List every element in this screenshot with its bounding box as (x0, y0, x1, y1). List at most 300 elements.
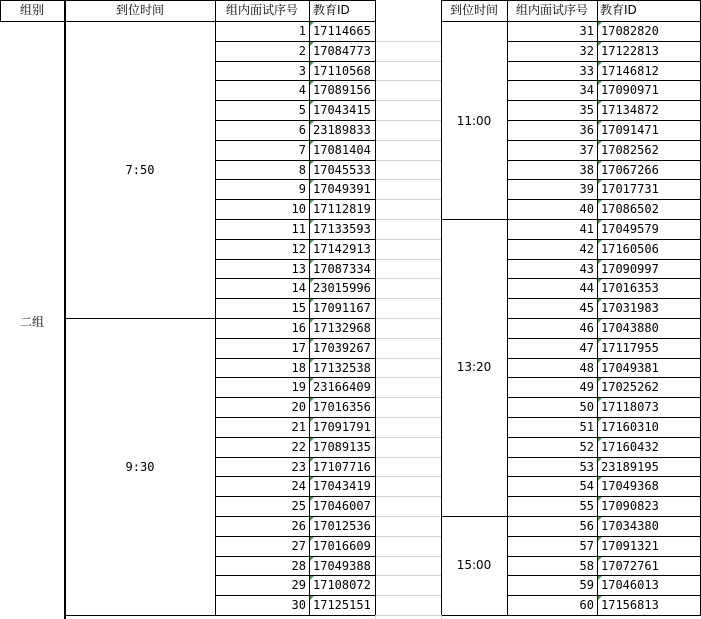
grid-line (215, 0, 216, 615)
text-marker-icon (310, 339, 314, 343)
text-marker-icon (310, 240, 314, 244)
text-marker-icon (310, 220, 314, 224)
grid-line (65, 615, 215, 616)
seq-cell: 59 (579, 578, 594, 593)
text-marker-icon (310, 319, 314, 323)
text-marker-icon (598, 319, 602, 323)
grid-line (375, 556, 441, 557)
edu-id-cell: 17107716 (313, 459, 371, 474)
grid-line (215, 298, 375, 299)
grid-line (507, 615, 701, 616)
edu-id-cell: 17090997 (601, 261, 659, 276)
grid-line (507, 437, 701, 438)
seq-cell: 51 (579, 420, 594, 434)
edu-id-cell: 17046007 (313, 499, 371, 514)
seq-cell: 53 (579, 459, 594, 474)
grid-line (507, 80, 701, 81)
text-marker-icon (598, 141, 602, 145)
edu-id-cell: 17049388 (313, 558, 371, 573)
edu-id-cell: 23189195 (601, 459, 659, 474)
text-marker-icon (598, 398, 602, 402)
edu-id-cell: 17084773 (313, 43, 371, 58)
seq-cell: 35 (579, 103, 594, 118)
edu-id-cell: 17039267 (313, 340, 371, 355)
text-marker-icon (310, 557, 314, 561)
seq-cell: 2 (298, 43, 306, 58)
header-eduid-right: 教育ID (600, 3, 637, 17)
grid-line (441, 0, 701, 1)
edu-id-cell: 17082820 (601, 24, 659, 38)
text-marker-icon (598, 62, 602, 66)
grid-line (375, 575, 441, 576)
seq-cell: 38 (579, 162, 594, 177)
text-marker-icon (598, 378, 602, 382)
header-arrival-left: 到位时间 (115, 3, 164, 17)
grid-line (375, 61, 441, 62)
text-marker-icon (310, 22, 314, 26)
seq-cell: 29 (291, 578, 306, 593)
text-marker-icon (598, 260, 602, 264)
text-marker-icon (598, 161, 602, 165)
grid-line (375, 239, 441, 240)
seq-cell: 4 (298, 83, 306, 98)
text-marker-icon (310, 42, 314, 46)
edu-id-cell: 17108072 (313, 578, 371, 593)
grid-line (215, 556, 375, 557)
grid-line (375, 496, 441, 497)
seq-cell: 16 (291, 321, 306, 335)
edu-id-cell: 17016356 (313, 400, 371, 415)
grid-line (215, 338, 375, 339)
grid-line (375, 516, 441, 517)
grid-line (507, 358, 701, 359)
edu-id-cell: 17114665 (313, 24, 371, 38)
edu-id-cell: 17017731 (601, 182, 659, 197)
seq-cell: 58 (579, 558, 594, 573)
grid-line (375, 160, 441, 161)
grid-line (375, 397, 441, 398)
seq-cell: 37 (579, 142, 594, 157)
seq-cell: 24 (291, 479, 306, 494)
grid-line (507, 199, 701, 200)
text-marker-icon (310, 576, 314, 580)
edu-id-cell: 17045533 (313, 162, 371, 177)
grid-line (375, 377, 441, 378)
grid-line (507, 318, 701, 319)
edu-id-cell: 17132538 (313, 360, 371, 375)
seq-cell: 54 (579, 479, 594, 494)
text-marker-icon (310, 161, 314, 165)
grid-line (215, 140, 375, 141)
grid-line (215, 457, 375, 458)
edu-id-cell: 17025262 (601, 380, 659, 395)
grid-line (215, 80, 375, 81)
seq-cell: 5 (298, 103, 306, 118)
grid-line (507, 377, 701, 378)
grid-line (507, 239, 701, 240)
grid-line (215, 239, 375, 240)
text-marker-icon (598, 81, 602, 85)
seq-cell: 20 (291, 400, 306, 415)
text-marker-icon (598, 22, 602, 26)
text-marker-icon (310, 418, 314, 422)
grid-line (507, 259, 701, 260)
seq-cell: 28 (291, 558, 306, 573)
edu-id-cell: 17122813 (601, 43, 659, 58)
seq-cell: 30 (291, 598, 306, 613)
grid-line (507, 397, 701, 398)
seq-cell: 39 (579, 182, 594, 197)
edu-id-cell: 17016353 (601, 281, 659, 296)
seq-cell: 7 (298, 142, 306, 157)
grid-line (441, 21, 701, 22)
grid-line (215, 575, 375, 576)
grid-line (375, 358, 441, 359)
seq-cell: 32 (579, 43, 594, 58)
seq-cell: 36 (579, 123, 594, 137)
text-marker-icon (310, 359, 314, 363)
grid-line (441, 615, 507, 616)
grid-line (215, 318, 375, 319)
grid-line (375, 476, 441, 477)
seq-cell: 57 (579, 538, 594, 553)
text-marker-icon (310, 81, 314, 85)
seq-cell: 3 (298, 63, 306, 78)
seq-cell: 47 (579, 340, 594, 355)
text-marker-icon (598, 101, 602, 105)
edu-id-cell: 17091167 (313, 301, 371, 316)
edu-id-cell: 23015996 (313, 281, 371, 296)
seq-cell: 1 (298, 24, 306, 38)
text-marker-icon (310, 141, 314, 145)
header-eduid-left: 教育ID (313, 3, 350, 17)
grid-line (215, 615, 375, 616)
seq-cell: 50 (579, 400, 594, 415)
grid-line (215, 595, 375, 596)
grid-line (375, 259, 441, 260)
edu-id-cell: 17132968 (313, 321, 371, 335)
grid-line (65, 318, 215, 319)
grid-line (375, 457, 441, 458)
edu-id-cell: 17090971 (601, 83, 659, 98)
seq-cell: 15 (291, 301, 306, 316)
text-marker-icon (598, 537, 602, 541)
seq-cell: 49 (579, 380, 594, 395)
text-marker-icon (598, 299, 602, 303)
edu-id-cell: 17046013 (601, 578, 659, 593)
text-marker-icon (598, 339, 602, 343)
seq-cell: 40 (579, 202, 594, 217)
seq-cell: 18 (291, 360, 306, 375)
seq-cell: 23 (291, 459, 306, 474)
edu-id-cell: 17160310 (601, 420, 659, 434)
grid-line (507, 595, 701, 596)
grid-line (507, 219, 701, 220)
grid-line (215, 516, 375, 517)
arrival-time-block-3: 11:00 (456, 114, 492, 128)
seq-cell: 45 (579, 301, 594, 316)
edu-id-cell: 17043419 (313, 479, 371, 494)
seq-cell: 25 (291, 499, 306, 514)
edu-id-cell: 17110568 (313, 63, 371, 78)
grid-line (375, 318, 441, 319)
grid-line (375, 0, 376, 615)
edu-id-cell: 17031983 (601, 301, 659, 316)
text-marker-icon (598, 180, 602, 184)
grid-line (597, 0, 598, 615)
text-marker-icon (310, 121, 314, 125)
edu-id-cell: 17049381 (601, 360, 659, 375)
grid-line (215, 437, 375, 438)
grid-line (507, 278, 701, 279)
edu-id-cell: 17118073 (601, 400, 659, 415)
edu-id-cell: 17082562 (601, 142, 659, 157)
grid-line (215, 377, 375, 378)
text-marker-icon (310, 517, 314, 521)
edu-id-cell: 17091791 (313, 420, 371, 434)
grid-line (0, 0, 375, 1)
text-marker-icon (310, 497, 314, 501)
seq-cell: 56 (579, 519, 594, 533)
grid-line (65, 0, 66, 619)
grid-line (375, 179, 441, 180)
grid-line (375, 437, 441, 438)
seq-cell: 14 (291, 281, 306, 296)
grid-line (441, 516, 507, 517)
grid-line (507, 120, 701, 121)
edu-id-cell: 17156813 (601, 598, 659, 613)
text-marker-icon (598, 438, 602, 442)
grid-line (441, 219, 507, 220)
text-marker-icon (310, 398, 314, 402)
grid-line (507, 61, 701, 62)
seq-cell: 27 (291, 538, 306, 553)
text-marker-icon (310, 438, 314, 442)
edu-id-cell: 17160432 (601, 439, 659, 454)
seq-cell: 42 (579, 241, 594, 256)
seq-cell: 6 (298, 123, 306, 137)
edu-id-cell: 17012536 (313, 519, 371, 533)
grid-line (215, 358, 375, 359)
grid-line (375, 80, 441, 81)
edu-id-cell: 17034380 (601, 519, 659, 533)
header-group: 组别 (19, 3, 44, 17)
seq-cell: 41 (579, 222, 594, 236)
edu-id-cell: 17087334 (313, 261, 371, 276)
seq-cell: 8 (298, 162, 306, 177)
text-marker-icon (598, 359, 602, 363)
seq-cell: 55 (579, 499, 594, 514)
grid-line (375, 100, 441, 101)
text-marker-icon (310, 279, 314, 283)
edu-id-cell: 17091471 (601, 123, 659, 137)
grid-line (215, 41, 375, 42)
grid-line (309, 0, 310, 615)
edu-id-cell: 17117955 (601, 340, 659, 355)
grid-line (507, 100, 701, 101)
text-marker-icon (598, 121, 602, 125)
text-marker-icon (598, 458, 602, 462)
edu-id-cell: 23189833 (313, 123, 371, 137)
edu-id-cell: 17043415 (313, 103, 371, 118)
edu-id-cell: 17146812 (601, 63, 659, 78)
seq-cell: 43 (579, 261, 594, 276)
text-marker-icon (598, 200, 602, 204)
grid-line (375, 199, 441, 200)
edu-id-cell: 17086502 (601, 202, 659, 217)
edu-id-cell: 17089156 (313, 83, 371, 98)
grid-line (215, 120, 375, 121)
grid-line (507, 516, 701, 517)
grid-line (215, 61, 375, 62)
grid-line (215, 100, 375, 101)
text-marker-icon (310, 378, 314, 382)
grid-line (507, 417, 701, 418)
edu-id-cell: 23166409 (313, 380, 371, 395)
grid-line (507, 496, 701, 497)
text-marker-icon (310, 180, 314, 184)
seq-cell: 46 (579, 321, 594, 335)
seq-cell: 33 (579, 63, 594, 78)
grid-line (215, 278, 375, 279)
grid-line (215, 397, 375, 398)
edu-id-cell: 17125151 (313, 598, 371, 613)
text-marker-icon (598, 517, 602, 521)
arrival-time-block-5: 15:00 (456, 558, 492, 572)
seq-cell: 48 (579, 360, 594, 375)
text-marker-icon (598, 596, 602, 600)
edu-id-cell: 17049391 (313, 182, 371, 197)
grid-line (507, 140, 701, 141)
text-marker-icon (310, 477, 314, 481)
grid-line (215, 536, 375, 537)
seq-cell: 34 (579, 83, 594, 98)
seq-cell: 26 (291, 519, 306, 533)
edu-id-cell: 17160506 (601, 241, 659, 256)
text-marker-icon (310, 200, 314, 204)
grid-line (0, 21, 375, 22)
arrival-time-block-2: 9:30 (125, 460, 155, 474)
text-marker-icon (310, 299, 314, 303)
text-marker-icon (598, 240, 602, 244)
text-marker-icon (598, 497, 602, 501)
text-marker-icon (310, 260, 314, 264)
grid-line (507, 556, 701, 557)
grid-line (507, 160, 701, 161)
grid-line (375, 338, 441, 339)
grid-line (375, 417, 441, 418)
grid-line (0, 0, 1, 21)
seq-cell: 10 (291, 202, 306, 217)
edu-id-cell: 17072761 (601, 558, 659, 573)
edu-id-cell: 17134872 (601, 103, 659, 118)
grid-line (375, 536, 441, 537)
seq-cell: 9 (298, 182, 306, 197)
edu-id-cell: 17043880 (601, 321, 659, 335)
grid-line (215, 496, 375, 497)
grid-line (375, 615, 441, 616)
seq-cell: 60 (579, 598, 594, 613)
grid-line (375, 595, 441, 596)
seq-cell: 22 (291, 439, 306, 454)
grid-line (375, 41, 441, 42)
text-marker-icon (310, 537, 314, 541)
edu-id-cell: 17049368 (601, 479, 659, 494)
header-seq-right: 组内面试序号 (515, 3, 588, 17)
seq-cell: 31 (579, 24, 594, 38)
seq-cell: 11 (291, 222, 306, 236)
grid-line (215, 160, 375, 161)
edu-id-cell: 17090823 (601, 499, 659, 514)
edu-id-cell: 17133593 (313, 222, 371, 236)
edu-id-cell: 17142913 (313, 241, 371, 256)
text-marker-icon (598, 576, 602, 580)
grid-line (507, 0, 508, 615)
group-label: 二组 (19, 315, 44, 329)
header-arrival-right: 到位时间 (449, 3, 498, 17)
text-marker-icon (598, 42, 602, 46)
grid-line (507, 575, 701, 576)
grid-line (441, 0, 442, 615)
seq-cell: 19 (291, 380, 306, 395)
grid-line (507, 41, 701, 42)
grid-line (375, 140, 441, 141)
header-seq-left: 组内面试序号 (225, 3, 298, 17)
text-marker-icon (310, 62, 314, 66)
seq-cell: 12 (291, 241, 306, 256)
grid-line (215, 199, 375, 200)
edu-id-cell: 17089135 (313, 439, 371, 454)
text-marker-icon (310, 458, 314, 462)
text-marker-icon (598, 557, 602, 561)
grid-line (507, 536, 701, 537)
seq-cell: 13 (291, 261, 306, 276)
seq-cell: 17 (291, 340, 306, 355)
grid-line (215, 179, 375, 180)
edu-id-cell: 17049579 (601, 222, 659, 236)
edu-id-cell: 17091321 (601, 538, 659, 553)
grid-line (507, 298, 701, 299)
text-marker-icon (598, 279, 602, 283)
grid-line (375, 219, 441, 220)
edu-id-cell: 17112819 (313, 202, 371, 217)
seq-cell: 21 (291, 420, 306, 434)
arrival-time-block-1: 7:50 (125, 163, 155, 177)
grid-line (215, 219, 375, 220)
text-marker-icon (598, 418, 602, 422)
grid-line (507, 457, 701, 458)
text-marker-icon (598, 477, 602, 481)
grid-line (507, 338, 701, 339)
text-marker-icon (310, 596, 314, 600)
text-marker-icon (598, 220, 602, 224)
arrival-time-block-4: 13:20 (456, 360, 492, 374)
grid-line (215, 417, 375, 418)
text-marker-icon (310, 101, 314, 105)
grid-line (507, 476, 701, 477)
seq-cell: 44 (579, 281, 594, 296)
grid-line (215, 476, 375, 477)
edu-id-cell: 17067266 (601, 162, 659, 177)
seq-cell: 52 (579, 439, 594, 454)
edu-id-cell: 17016609 (313, 538, 371, 553)
grid-line (375, 120, 441, 121)
grid-line (375, 298, 441, 299)
edu-id-cell: 17081404 (313, 142, 371, 157)
grid-line (215, 259, 375, 260)
grid-line (375, 278, 441, 279)
grid-line (507, 179, 701, 180)
